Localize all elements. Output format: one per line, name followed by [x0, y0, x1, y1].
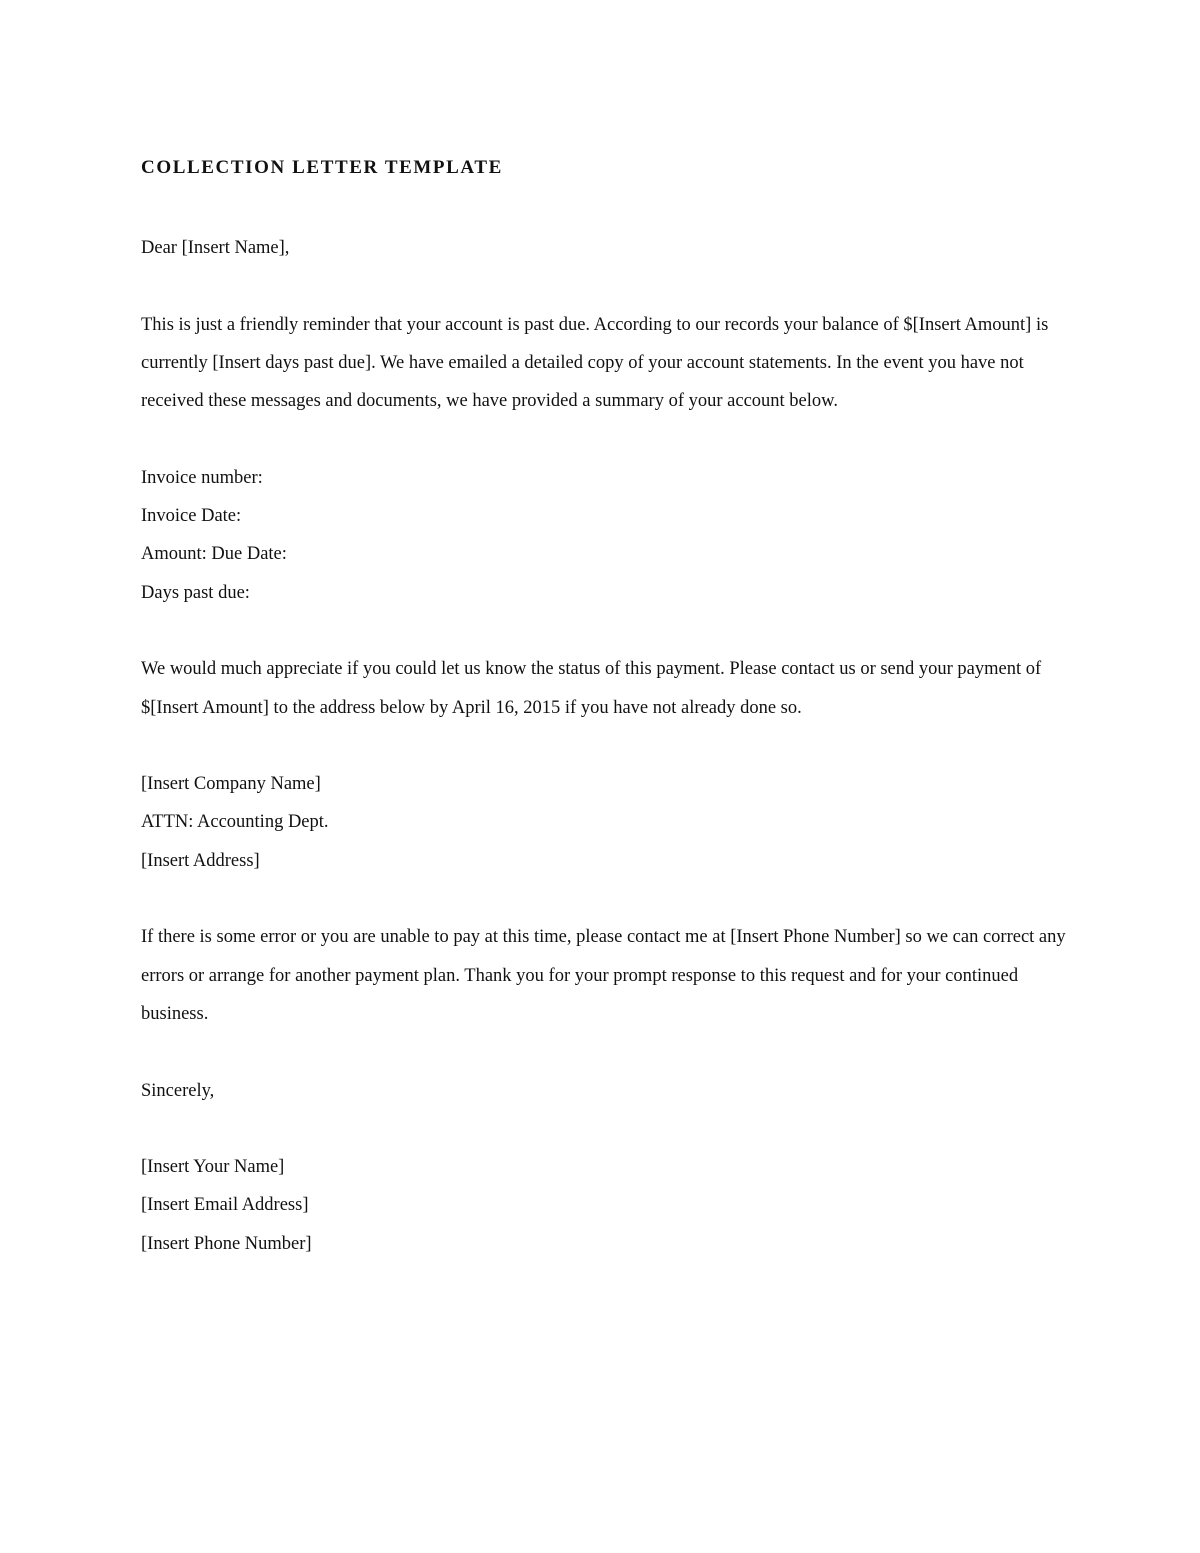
summary-line-invoice-number: Invoice number:: [141, 467, 263, 488]
request-paragraph: We would much appreciate if you could let us know the status of this payment. Please contact us or send your payment of $[Insert Amount] to the address below by April 16, 2015 if you have not already done so.: [141, 659, 1042, 718]
address-company-name: [Insert Company Name]: [141, 774, 321, 795]
address-attn: ATTN: Accounting Dept.: [141, 812, 329, 833]
intro-paragraph: This is just a friendly reminder that your account is past due. According to our records your balance of $[Insert Amount] is currently [Insert days past due]. We have emailed a detailed copy of your account statements. In the event you have not received these messages and documents, we have provided a summary of your account below.: [141, 314, 1049, 412]
closing-paragraph: If there is some error or you are unable to pay at this time, please contact me at [Insert Phone Number] so we can correct any errors or arrange for another payment plan. Thank you for your prompt response to this request and for your continued business.: [141, 927, 1066, 1024]
salutation: Dear [Insert Name],: [141, 238, 290, 258]
signature-email: [Insert Email Address]: [141, 1195, 309, 1216]
invoice-summary: [141, 459, 1071, 612]
summary-line-amount-due-date: Amount: Due Date:: [141, 544, 287, 565]
signature-block: [141, 1148, 1071, 1263]
mailing-address: [141, 765, 1071, 880]
signature-name: [Insert Your Name]: [141, 1157, 285, 1178]
address-street: [Insert Address]: [141, 850, 260, 871]
sign-off: Sincerely,: [141, 1080, 215, 1101]
summary-line-invoice-date: Invoice Date:: [141, 506, 242, 527]
summary-line-days-past-due: Days past due:: [141, 582, 250, 603]
letter-body: [141, 154, 1071, 1263]
signature-phone: [Insert Phone Number]: [141, 1233, 312, 1254]
letter-title: COLLECTION LETTER TEMPLATE: [141, 157, 503, 178]
